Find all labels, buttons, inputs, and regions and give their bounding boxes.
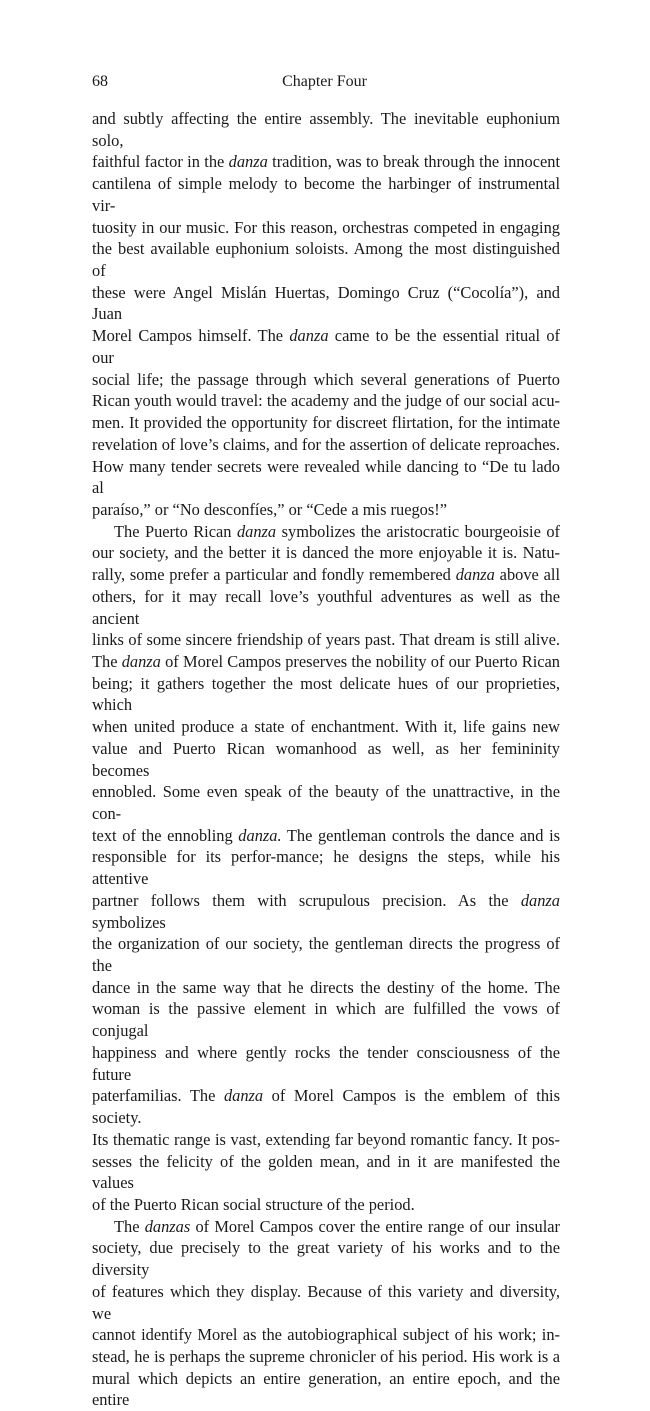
text-line [92,846,560,889]
text-run: tradition, was to break through the innocent [267,152,560,172]
text-run: How many tender secrets were revealed while dancing to “De tu lado al [92,456,560,498]
italic-term: danza [455,565,495,585]
text-line [92,825,560,847]
text-line [92,1237,560,1280]
text-line [92,977,560,999]
text-line [92,217,560,239]
text-line [92,1129,560,1151]
text-line [92,1368,560,1411]
text-run: woman is the passive element in which are fulfilled the vows of conjugal [92,999,560,1041]
text-run: of Morel Campos is the emblem of this society. [92,1086,560,1128]
body-text [92,108,560,1411]
page-number: 68 [92,73,108,90]
italic-term: danza [223,1086,264,1106]
text-line [92,1324,560,1346]
text-run: symbolizes the aristocratic bourgeoisie of [276,521,560,541]
text-line [92,108,560,151]
text-line [92,412,560,434]
text-run: cantilena of simple melody to become the harbinger of instrumental vir- [92,174,560,215]
running-head: Chapter Four [282,73,367,90]
text-run: tuosity in our music. For this reason, orchestras competed in engaging [92,217,560,237]
text-run: partner follows them with scrupulous precision. As the [92,890,521,910]
italic-term: danza. [238,825,282,845]
text-run: paraíso,” or “No desconfíes,” or “Cede a mis ruegos!” [92,499,447,519]
text-line [92,890,560,933]
text-run: text of the ennobling [92,825,239,845]
text-line [92,390,560,412]
text-line [92,151,560,173]
text-line [92,673,560,716]
text-run: of the Puerto Rican social structure of the period. [92,1194,415,1214]
text-run: faithful factor in the [92,152,229,172]
text-line [92,651,560,673]
text-run: men. It provided the opportunity for discreet flirtation, for the intimate [92,413,560,433]
text-run: stead, he is perhaps the supreme chronicler of his period. His work is a [92,1346,560,1366]
text-line [92,1346,560,1368]
text-line [92,781,560,824]
text-run: of features which they display. Because of this variety and diversity, we [92,1281,560,1323]
text-run: Rican youth would travel: the academy and the judge of our social acu- [92,391,560,411]
text-line [92,456,560,499]
text-run: Its thematic range is vast, extending far beyond romantic fancy. It pos- [92,1129,560,1149]
text-run: The Puerto Rican [114,521,237,541]
text-line [92,998,560,1041]
text-line [92,716,560,738]
text-run: the organization of our society, the gentleman directs the progress of the [92,934,560,976]
text-run: social life; the passage through which several generations of Puerto [92,369,560,389]
italic-term: danzas [144,1216,191,1236]
text-line [92,586,560,629]
text-line [92,434,560,456]
text-run: revelation of love’s claims, and for the assertion of delicate reproaches. [92,434,560,454]
text-line [92,499,560,521]
text-run: and subtly affecting the entire assembly. The inevitable euphonium solo, [92,109,560,150]
text-line [92,369,560,391]
text-run: paterfamilias. The [92,1086,224,1106]
text-line [92,629,560,651]
text-line [92,1216,560,1238]
italic-term: danza [520,890,560,910]
text-run: happiness and where gently rocks the tender consciousness of the future [92,1042,560,1084]
text-run: mural which depicts an entire generation, an entire epoch, and the entire [92,1368,560,1410]
italic-term: danza [236,521,277,541]
text-run: dance in the same way that he directs the destiny of the home. The [92,977,560,997]
text-line [92,564,560,586]
text-line [92,1281,560,1324]
text-run: links of some sincere friendship of years past. That dream is still alive. [92,630,560,650]
text-run: sesses the felicity of the golden mean, and in it are manifested the values [92,1151,560,1193]
page-header [92,70,557,94]
text-run: others, for it may recall love’s youthful adventures as well as the ancient [92,586,560,628]
text-line [92,282,560,325]
text-run: these were Angel Mislán Huertas, Domingo Cruz (“Cocolía”), and Juan [92,282,560,324]
text-run: ennobled. Some even speak of the beauty of the unattractive, in the con- [92,782,560,823]
text-run: rally, some prefer a particular and fondly remembered [92,565,456,585]
text-run: cannot identify Morel as the autobiographical subject of his work; in- [92,1325,560,1345]
text-line [92,173,560,216]
text-line [92,1085,560,1128]
text-run: being; it gathers together the most delicate hues of our proprieties, which [92,673,560,715]
text-line [92,542,560,564]
text-line [92,933,560,976]
text-run: The [114,1216,145,1236]
text-run: of Morel Campos cover the entire range of our insular [190,1216,560,1236]
text-line [92,1042,560,1085]
text-run: when united produce a state of enchantment. With it, life gains new [92,717,560,737]
text-line [92,738,560,781]
text-run: symbolizes [92,912,166,932]
text-run: The [92,651,122,671]
text-run: society, due precisely to the great variety of his works and to the diversity [92,1238,560,1280]
text-line [92,1151,560,1194]
text-run: The gentleman controls the dance and is [281,825,561,845]
text-run: our society, and the better it is danced the more enjoyable it is. Natu- [92,543,560,563]
text-run: came to be the essential ritual of our [92,326,560,367]
text-line [92,238,560,281]
text-run: responsible for its perfor-mance; he designs the steps, while his attentive [92,847,560,889]
text-line [92,325,560,368]
text-run: of Morel Campos preserves the nobility of our Puerto Rican [160,651,560,671]
text-run: value and Puerto Rican womanhood as well, as her femininity becomes [92,738,560,780]
italic-term: danza [121,651,161,671]
text-run: the best available euphonium soloists. Among the most distinguished of [92,239,560,281]
italic-term: danza [289,326,329,346]
text-line [92,521,560,543]
italic-term: danza [228,152,268,172]
text-run: Morel Campos himself. The [92,326,290,346]
text-line [92,1194,560,1216]
text-run: above all [494,565,560,585]
